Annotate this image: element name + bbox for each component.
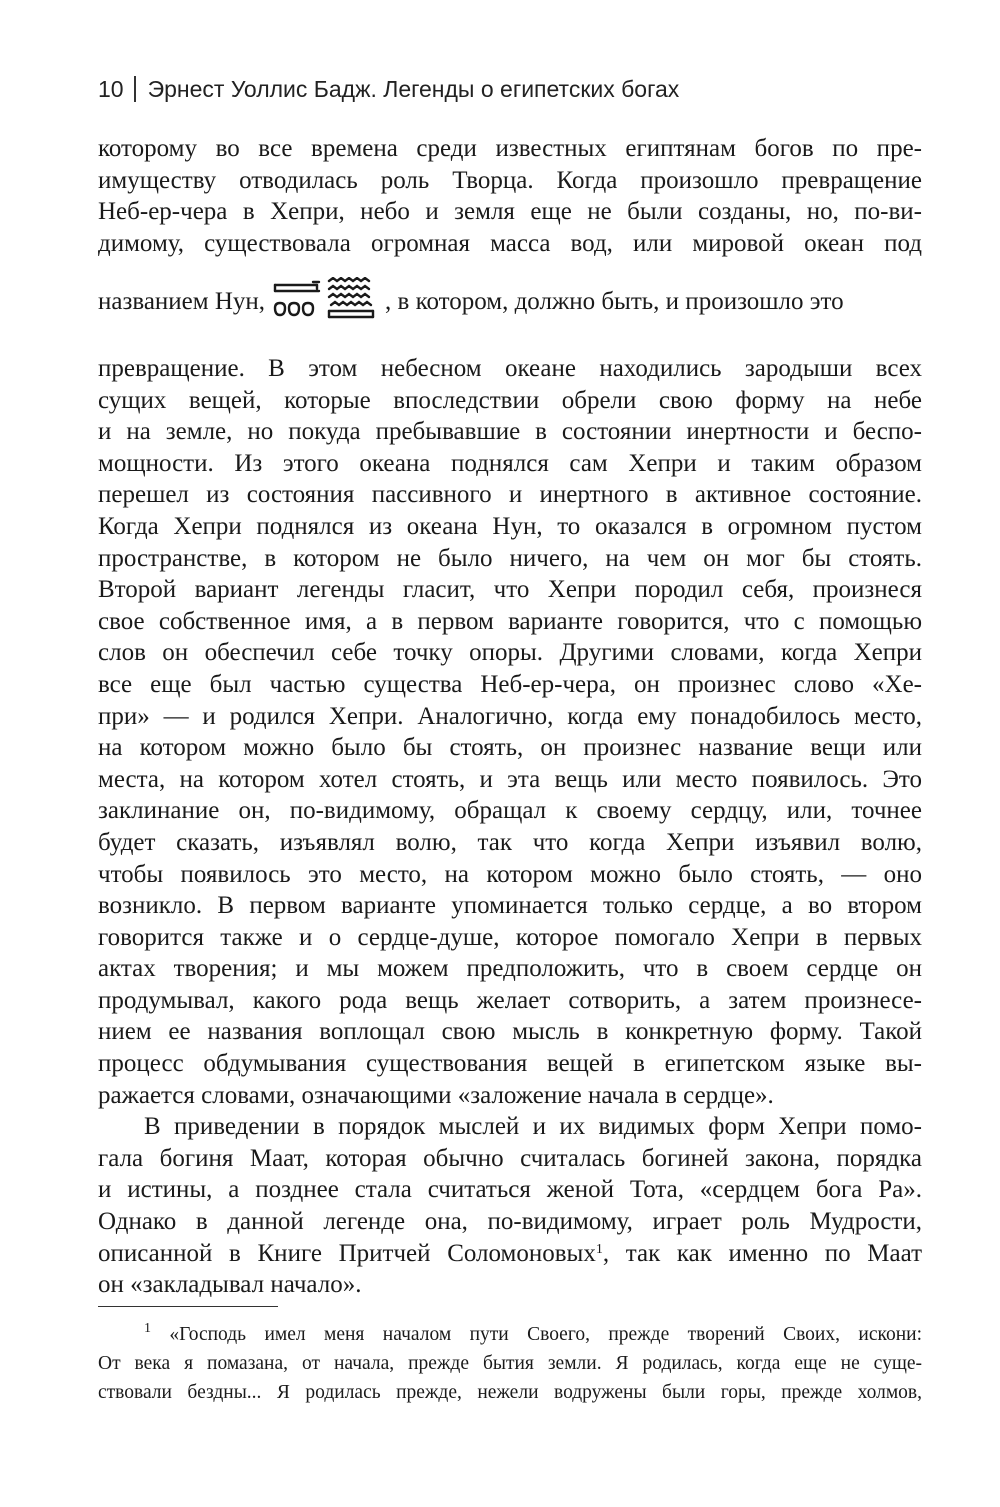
footnote-marker: 1 [144,1321,151,1336]
text-line: нием ее названия воплощал свою мысль в конкретную форму. Такой [98,1018,922,1046]
text-line: димому, существовала огромная масса вод, или мировой океан под [98,229,922,257]
text-line: все еще был частью существа Неб-ер-чера, он произнес слово «Хе- [98,670,922,698]
nun-hieroglyph-line [98,282,922,322]
text-line: возникло. В первом варианте упоминается только сердце, а во втором [98,892,922,920]
text-line: Однако в данной легенде она, по-видимому, играет роль Мудрости, [98,1208,922,1236]
text-line: он «закладывал начало». [98,1271,362,1299]
text-line: Когда Хепри поднялся из океана Нун, то оказался в огромном пустом [98,512,922,540]
text-line: пространстве, в котором не было ничего, на чем он мог бы стоять. [98,544,922,572]
text-line: Неб-ер-чера в Хепри, небо и земля еще не были созданы, но, по-ви- [98,198,922,226]
text-line: и истины, а позднее стала считаться женой Тота, «сердцем бога Ра». [98,1176,922,1204]
text-line: слов он обеспечил себе точку опоры. Другими словами, когда Хепри [98,639,922,667]
text-line: мощности. Из этого океана поднялся сам Хепри и таким образом [98,449,922,477]
running-title: Эрнест Уоллис Бадж. Легенды о египетских богах [147,76,680,102]
footnote-ref[interactable]: 1 [595,1241,603,1257]
text-line: гала богиня Маат, которая обычно считалась богиней закона, порядка [98,1144,922,1172]
text-line: ражается словами, означающими «заложение начала в сердце». [98,1081,774,1109]
text-line: перешел из состояния пассивного и инертного в активное состояние. [98,481,922,509]
text-line: имуществу отводилась роль Творца. Когда произошло превращение [98,166,922,194]
running-header [98,76,679,103]
text-line: В приведении в порядок мыслей и их видимых форм Хепри помо- [144,1113,922,1141]
text-line: заклинание он, по-видимому, обращал к своему сердцу, или, точнее [98,797,922,825]
text-line: Второй вариант легенды гласит, что Хепри породил себя, произнеся [98,576,922,604]
paragraph-1-rest [98,353,922,1301]
text-line: сущих вещей, которые впоследствии обрели свою форму на небе [98,386,922,414]
footnote-line: От века я помазана, от начала, прежде бытия земли. Я родилась, когда еще не суще- [98,1353,922,1374]
page-number: 10 [98,76,124,102]
text-line: которому во все времена среди известных египтянам богов по пре- [98,135,922,162]
footnote-divider [98,1306,278,1307]
nun-line-before: названием Нун, [98,288,266,315]
ref-line-before: описанной в Книге Притчей Соломоновых [98,1239,596,1267]
text-line: при» — и родился Хепри. Аналогично, когда ему понадобилось место, [98,702,922,730]
text-line: говорится также и о сердце-душе, которое помогало Хепри в первых [98,923,922,951]
nun-line-after: , в котором, должно быть, и произошло это [385,288,844,315]
text-line: продумывал, какого рода вещь желает сотворить, а затем произнесе- [98,986,922,1014]
text-line-with-footnote-ref [98,1238,922,1270]
footnote-line: ствовали бездны... Я родилась прежде, нежели водружены были горы, прежде холмов, [98,1382,922,1403]
text-line: чтобы появилось это место, на котором можно было стоять, — оно [98,860,922,888]
footnote [98,1320,922,1407]
text-line: свое собственное имя, а в первом варианте говорится, что с помощью [98,607,922,635]
footnote-line [98,1320,922,1349]
text-line: процесс обдумывания существования вещей в египетском языке вы- [98,1050,922,1078]
text-line: превращение. В этом небесном океане находились зародыши всех [98,355,922,382]
text-line: на котором можно было бы стоять, он произнес название вещи или [98,734,922,762]
ref-line-after: , так как именно по Маат [602,1239,922,1267]
text-line: актах творения; и мы можем предположить, что в своем сердце он [98,955,922,983]
text-line: будет сказать, изъявлял волю, так что когда Хепри изъявил волю, [98,828,922,856]
nun-hieroglyph-icon [269,277,381,328]
paragraph-1-top [98,133,922,259]
text-line: места, на котором хотел стоять, и эта вещь или место появилось. Это [98,765,922,793]
text-line: и на земле, но покуда пребывавшие в состоянии инертности и беспо- [98,418,922,446]
header-separator [134,76,136,102]
footnote-first-text: «Господь имел меня началом пути Своего, прежде творений Своих, искони: [169,1324,922,1345]
